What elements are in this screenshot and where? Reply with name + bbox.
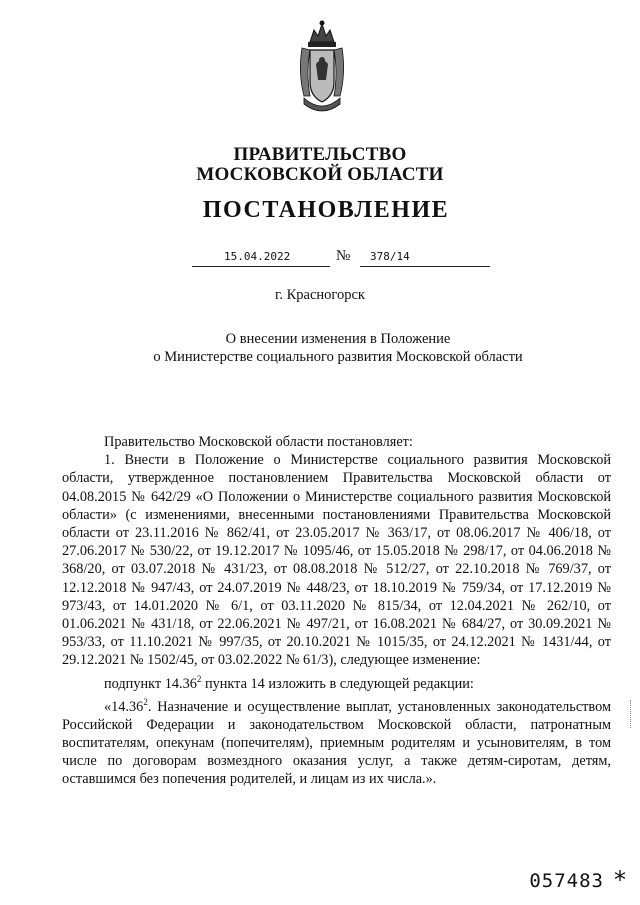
paragraph-subitem: [62, 670, 611, 693]
subject-line-1: О внесении изменения в Положение: [225, 331, 451, 347]
date-underline: [192, 266, 330, 267]
number-underline: [360, 266, 490, 267]
serial-mark: *: [614, 866, 626, 894]
serial-code: 057483: [529, 870, 604, 892]
document-subject: [18, 330, 640, 366]
document-number: 378/14: [370, 250, 410, 263]
coat-of-arms-emblem: [296, 18, 348, 118]
date-number-line: [192, 248, 492, 270]
document-body: [62, 433, 611, 788]
paragraph-item-1: 1. Внести в Положение о Министерстве социального развития Московской области, утвержденное постановлением Правительства Московской области от 04.08.2015 № 642/29 «О Положении о Министерстве социального развития Московской области» (с изменениями, внесенными постановлениями Правительства Московской области от 23.11.2016 № 862/41, от 23.05.2017 № 363/17, от 08.06.2017 № 406/18, от 27.06.2017 № 530/22, от 19.12.2017 № 1095/46, от 15.05.2018 № 298/17, от 04.06.2018 № 368/20, от 03.07.2018 № 431/23, от 08.08.2018 № 512/27, от 22.10.2018 № 769/37, от 12.12.2018 № 947/43, от 24.07.2019 № 448/23, от 18.10.2019 № 759/34, от 17.12.2019 № 973/43, от 14.01.2020 № 6/1, от 03.11.2020 № 815/34, от 12.04.2021 № 262/10, от 01.06.2021 № 431/18, от 22.06.2021 № 497/21, от 16.08.2021 № 684/27, от 30.09.2021 № 953/33, от 11.10.2021 № 997/35, от 20.10.2021 № 1015/35, от 24.12.2021 № 1431/44, от 29.12.2021 № 1502/45, от 03.02.2022 № 61/3), следующее изменение:: [62, 452, 611, 669]
paragraph-preamble: Правительство Московской области постановляет:: [104, 434, 413, 450]
subitem-text-pre: подпункт 14.36: [104, 675, 197, 692]
subitem-text-post: пункта 14 изложить в следующей редакции:: [201, 675, 474, 692]
number-sign: №: [336, 248, 351, 264]
new-wording-pre: «14.36: [104, 698, 144, 715]
footer: [506, 866, 626, 896]
new-wording-post: . Назначение и осуществление выплат, установленных законодательством Российской Федерации и законодательством Московской области, патронатным воспитателям, опекунам (попечителям), приемным родителям и усыновителям, в том числе по договорам возмездного оказания услуг, а также детям-сиротам, детям, оставшимся без попечения родителей, и лицам из их числа.».: [62, 698, 611, 788]
subitem-superscript: 2: [196, 673, 202, 684]
document-type: ПОСТАНОВЛЕНИЕ: [202, 197, 450, 223]
margin-mark: [630, 700, 633, 728]
city: г. Красногорск: [275, 287, 365, 303]
document-date: 15.04.2022: [224, 250, 291, 263]
subject-line-2: о Министерстве социального развития Московской области: [153, 349, 523, 365]
paragraph-new-wording: [62, 693, 611, 789]
organization-title: [0, 145, 640, 185]
organization-line-2: МОСКОВСКОЙ ОБЛАСТИ: [196, 164, 444, 185]
new-wording-superscript: 2: [143, 696, 148, 707]
organization-line-1: ПРАВИТЕЛЬСТВО: [233, 144, 407, 165]
